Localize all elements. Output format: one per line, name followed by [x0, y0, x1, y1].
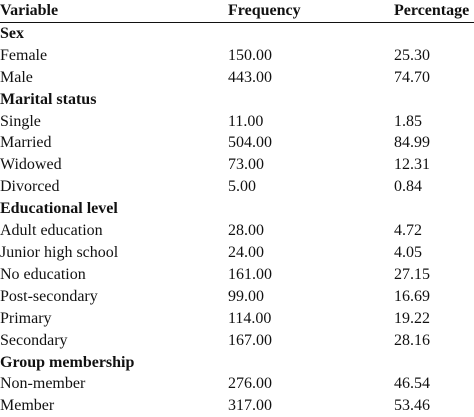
- header-frequency: Frequency: [228, 2, 301, 19]
- cell-variable: Primary: [0, 309, 52, 327]
- cell-variable: Secondary: [0, 331, 68, 349]
- cell-percentage: 25.30: [394, 46, 430, 64]
- cell-frequency: 504.00: [228, 134, 272, 152]
- cell-variable: Single: [0, 112, 41, 130]
- cell-percentage: 12.31: [394, 156, 430, 174]
- cell-percentage: 27.15: [394, 265, 430, 283]
- table-row: [0, 45, 474, 67]
- cell-variable: Male: [0, 68, 33, 86]
- cell-variable: Divorced: [0, 178, 60, 196]
- header-percentage: Percentage: [394, 2, 470, 19]
- cell-percentage: 4.05: [394, 243, 422, 261]
- table-body: [0, 22, 474, 417]
- cell-variable: Junior high school: [0, 243, 119, 261]
- table-row: [0, 111, 474, 133]
- header-variable: Variable: [0, 2, 59, 19]
- section-label: Sex: [0, 24, 24, 42]
- table-row: [0, 132, 474, 154]
- header-row: [0, 0, 474, 22]
- cell-percentage: 4.72: [394, 222, 422, 240]
- cell-frequency: 150.00: [228, 46, 272, 64]
- cell-frequency: 317.00: [228, 397, 272, 415]
- table-row: [0, 154, 474, 176]
- cell-frequency: 5.00: [228, 178, 256, 196]
- section-row: [0, 89, 474, 111]
- cell-variable: Widowed: [0, 156, 62, 174]
- cell-percentage: 46.54: [394, 375, 430, 393]
- table-row: [0, 264, 474, 286]
- cell-frequency: 24.00: [228, 243, 264, 261]
- table-row: [0, 308, 474, 330]
- cell-percentage: 28.16: [394, 331, 430, 349]
- table-header: [0, 0, 474, 22]
- section-row: [0, 22, 474, 44]
- table-row: [0, 286, 474, 308]
- cell-variable: No education: [0, 265, 86, 283]
- table-row: [0, 330, 474, 352]
- cell-frequency: 73.00: [228, 156, 264, 174]
- table-row: [0, 220, 474, 242]
- cell-frequency: 443.00: [228, 68, 272, 86]
- cell-frequency: 28.00: [228, 222, 264, 240]
- cell-percentage: 84.99: [394, 134, 430, 152]
- cell-percentage: 74.70: [394, 68, 430, 86]
- table-row: [0, 373, 474, 395]
- cell-variable: Post-secondary: [0, 287, 98, 305]
- table-row: [0, 176, 474, 198]
- cell-frequency: 11.00: [228, 112, 264, 130]
- section-label: Educational level: [0, 200, 118, 218]
- table-row: [0, 242, 474, 264]
- cell-percentage: 19.22: [394, 309, 430, 327]
- cell-percentage: 53.46: [394, 397, 430, 415]
- cell-frequency: 99.00: [228, 287, 264, 305]
- cell-variable: Adult education: [0, 222, 103, 240]
- cell-variable: Married: [0, 134, 52, 152]
- cell-percentage: 1.85: [394, 112, 422, 130]
- section-label: Marital status: [0, 90, 97, 108]
- cell-frequency: 114.00: [228, 309, 272, 327]
- table-row: [0, 395, 474, 417]
- section-label: Group membership: [0, 353, 135, 371]
- cell-variable: Non-member: [0, 375, 86, 393]
- cell-percentage: 0.84: [394, 178, 422, 196]
- cell-variable: Female: [0, 46, 48, 64]
- table-row: [0, 67, 474, 89]
- cell-frequency: 276.00: [228, 375, 272, 393]
- section-row: [0, 352, 474, 374]
- cell-frequency: 161.00: [228, 265, 272, 283]
- cell-percentage: 16.69: [394, 287, 430, 305]
- section-row: [0, 198, 474, 220]
- cell-frequency: 167.00: [228, 331, 272, 349]
- cell-variable: Member: [0, 397, 55, 415]
